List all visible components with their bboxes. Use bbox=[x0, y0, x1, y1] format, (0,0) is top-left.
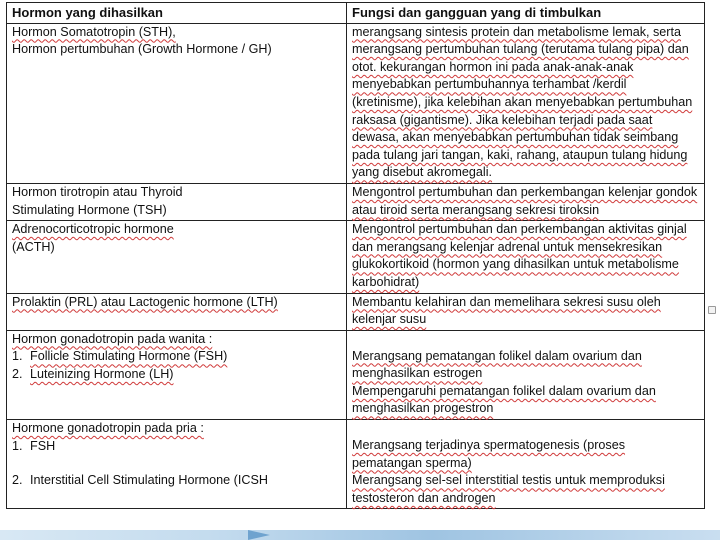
hormone-cell bbox=[7, 330, 347, 419]
hormone-name: Hormon Somatotropin (STH), bbox=[12, 24, 176, 39]
header-function: Fungsi dan gangguan yang di timbulkan bbox=[347, 3, 705, 24]
hormone-sublist bbox=[12, 438, 340, 490]
function-cell bbox=[347, 293, 705, 330]
function-text: Membantu kelahiran dan memelihara sekresi susu oleh kelenjar susu bbox=[352, 294, 661, 327]
hormone-table bbox=[6, 2, 705, 509]
hormone-cell bbox=[7, 221, 347, 293]
hormone-cell bbox=[7, 183, 347, 220]
function-cell bbox=[347, 221, 705, 293]
function-cell bbox=[347, 183, 705, 220]
hormone-name: Adrenocorticotropic hormone bbox=[12, 222, 174, 237]
table-row bbox=[7, 183, 705, 220]
hormone-cell bbox=[7, 293, 347, 330]
table-row bbox=[7, 293, 705, 330]
list-number: 2. bbox=[12, 366, 23, 381]
table-row bbox=[7, 420, 705, 509]
function-text: Merangsang sel-sel interstitial testis untuk memproduksi testosteron dan androgen bbox=[352, 473, 665, 505]
hormone-name: Hormon tirotropin atau Thyroid bbox=[12, 184, 183, 199]
footer-chevron-icon bbox=[248, 530, 270, 540]
hormone-name: Stimulating Hormone (TSH) bbox=[12, 202, 167, 217]
list-number: 1. bbox=[12, 438, 23, 453]
table-header-row bbox=[7, 3, 705, 24]
hormone-name: Prolaktin (PRL) atau Lactogenic hormone (LTH) bbox=[12, 294, 278, 309]
function-text: Merangsang pematangan folikel dalam ovarium dan menghasilkan estrogen bbox=[352, 348, 642, 381]
list-number: 1. bbox=[12, 349, 23, 364]
function-cell bbox=[347, 420, 705, 509]
function-cell bbox=[347, 23, 705, 183]
hormone-group-title: Hormone gonadotropin pada pria : bbox=[12, 421, 204, 436]
function-text: Mengontrol pertumbuhan dan perkembangan kelenjar gondok atau tiroid serta merangsang sekresi tiroksin bbox=[352, 184, 698, 217]
scroll-handle[interactable] bbox=[708, 306, 716, 314]
table-row bbox=[7, 23, 705, 183]
list-item bbox=[12, 472, 340, 490]
list-item bbox=[12, 348, 340, 366]
function-text: Mempengaruhi pematangan folikel dalam ovarium dan menghasilkan progestron bbox=[352, 383, 656, 416]
header-hormone: Hormon yang dihasilkan bbox=[7, 3, 347, 24]
function-text: merangsang sintesis protein dan metabolisme lemak, serta merangsang pertumbuhan tulang (terutama tulang pipa) dan otot. kekurangan hormon ini pada anak-anak-anak menyebabkan pertumbuhannya terhambat /kerdil (kretinisme), jika kelebihan akan menyebabkan pertumbuhan raksasa (gigantisme). Jika kelebihan terjadi pada saat dewasa, akan menyebabkan pertumbuhan tidak seimbang pada tulang jari tangan, kaki, rahang, ataupun tulang hidung yang disebut akromegali. bbox=[352, 24, 693, 180]
list-label: Interstitial Cell Stimulating Hormone (ICSH bbox=[30, 473, 268, 488]
list-label: Follicle Stimulating Hormone (FSH) bbox=[30, 349, 228, 364]
hormone-name: Hormon pertumbuhan (Growth Hormone / GH) bbox=[12, 42, 272, 57]
hormone-cell bbox=[7, 23, 347, 183]
table-row bbox=[7, 221, 705, 293]
list-item bbox=[12, 438, 340, 456]
hormone-group-title: Hormon gonadotropin pada wanita : bbox=[12, 331, 213, 346]
list-number: 2. bbox=[12, 473, 23, 488]
list-label: Luteinizing Hormone (LH) bbox=[30, 366, 174, 381]
function-text: Merangsang terjadinya spermatogenesis (proses pematangan sperma) bbox=[352, 438, 626, 470]
function-cell bbox=[347, 330, 705, 419]
table-row bbox=[7, 330, 705, 419]
footer-bar bbox=[0, 530, 720, 540]
hormone-sublist bbox=[12, 348, 340, 383]
hormone-name: (ACTH) bbox=[12, 239, 55, 254]
function-text: Mengontrol pertumbuhan dan perkembangan aktivitas ginjal dan merangsang kelenjar adrenal untuk mensekresikan glukokortikoid (hormon yang dihasilkan untuk metabolisme karbohidrat) bbox=[352, 222, 687, 289]
list-item bbox=[12, 366, 340, 384]
hormone-cell bbox=[7, 420, 347, 509]
list-label: FSH bbox=[30, 438, 56, 453]
